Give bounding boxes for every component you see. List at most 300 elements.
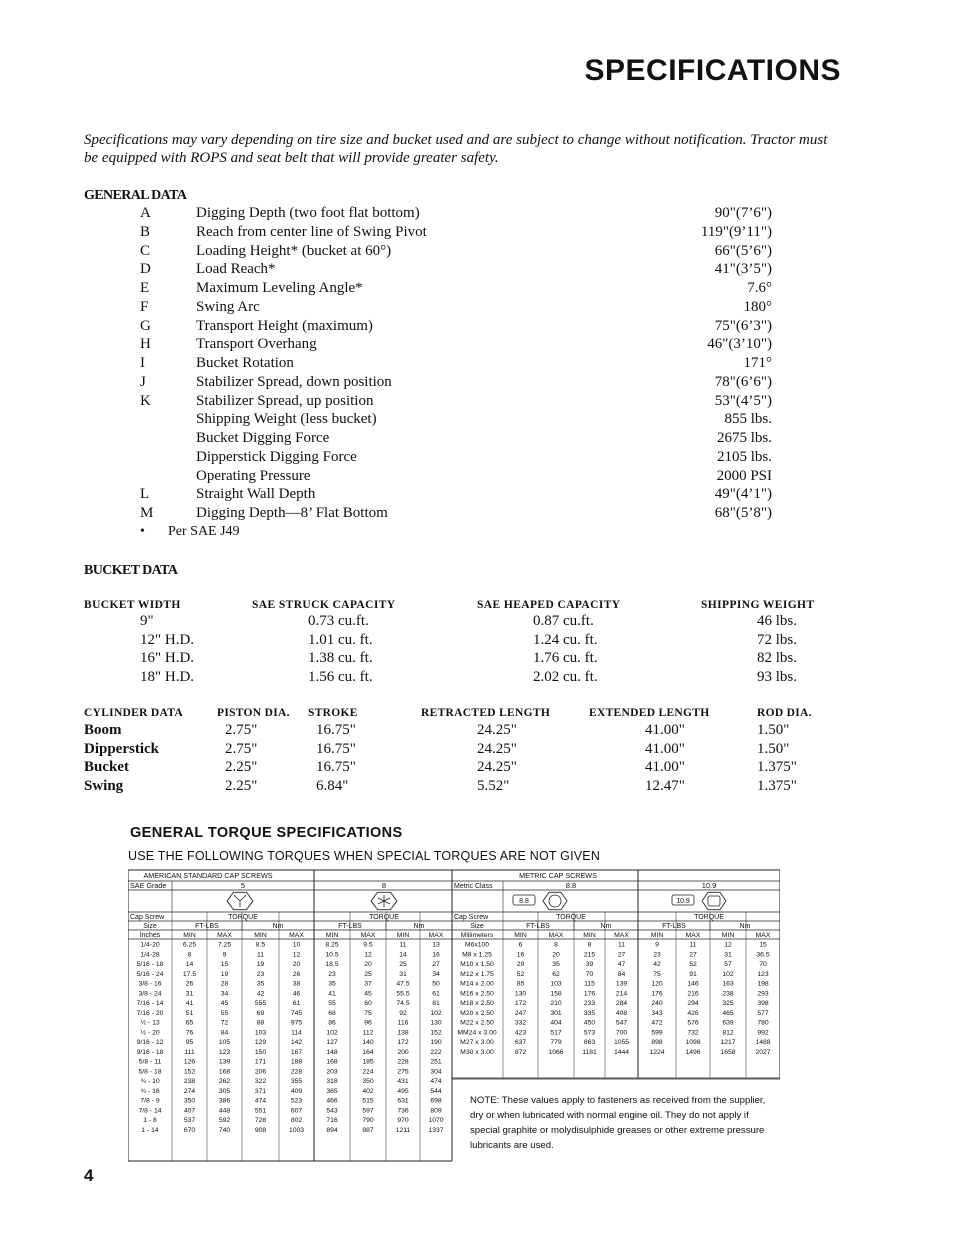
cylinder-cell: 16.75" bbox=[316, 759, 356, 776]
torque-value: 105 bbox=[218, 1039, 231, 1046]
torque-value: 68 bbox=[328, 1009, 336, 1017]
bucket-cell: 1.01 cu. ft. bbox=[308, 631, 373, 648]
max-label: MAX bbox=[289, 932, 304, 939]
torque-value: 607 bbox=[290, 1107, 303, 1115]
torque-value: 152 bbox=[430, 1029, 442, 1037]
metric-torque-value: 31 bbox=[724, 951, 732, 959]
torque-value: 631 bbox=[397, 1097, 409, 1105]
bucket-cell: 93 lbs. bbox=[756, 669, 797, 686]
spec-value: 855 lbs. bbox=[724, 411, 772, 428]
torque-value: 592 bbox=[218, 1117, 231, 1124]
metric-class-label: Metric Class bbox=[454, 883, 493, 890]
metric-screw-size: MM24 x 3.00 bbox=[457, 1029, 497, 1037]
screw-size: 9/16 - 18 bbox=[136, 1048, 164, 1056]
torque-value: 13 bbox=[432, 941, 440, 949]
bucket-row bbox=[0, 613, 954, 632]
bucket-row bbox=[0, 632, 954, 651]
torque-value: 1070 bbox=[428, 1117, 444, 1124]
bucket-cell: 82 lbs. bbox=[756, 650, 797, 667]
metric-screw-size: M10 x 1.50 bbox=[460, 961, 494, 968]
torque-value: 318 bbox=[326, 1078, 338, 1085]
nm-label-5: Nm bbox=[272, 923, 284, 930]
torque-value: 7.25 bbox=[217, 941, 232, 949]
torque-value: 908 bbox=[254, 1126, 267, 1134]
spec-value: 2105 lbs. bbox=[716, 448, 772, 465]
torque-value: 975 bbox=[290, 1019, 303, 1027]
cylinder-cell: 12.47" bbox=[645, 778, 685, 795]
screw-size: 3/8 - 24 bbox=[138, 990, 162, 998]
torque-value: 238 bbox=[183, 1078, 196, 1085]
spec-value: 78"(6’6") bbox=[714, 373, 772, 390]
metric-ftlbs-label-8-8: FT-LBS bbox=[526, 923, 550, 930]
millimeters-label: Millimeters bbox=[460, 932, 494, 939]
spec-description: Digging Depth (two foot flat bottom) bbox=[196, 205, 420, 221]
metric-torque-value: 408 bbox=[615, 1009, 628, 1017]
bucket-data-heading: BUCKET DATA bbox=[84, 563, 178, 578]
size-label: Size bbox=[143, 923, 157, 930]
class-8-8-bolt-icon bbox=[513, 892, 567, 909]
metric-torque-value: 1055 bbox=[613, 1039, 630, 1046]
torque-value: 126 bbox=[183, 1058, 196, 1066]
cylinder-row bbox=[0, 778, 954, 797]
min-label: MIN bbox=[254, 932, 267, 939]
general-data-row bbox=[0, 280, 954, 299]
spec-letter: I bbox=[140, 355, 145, 371]
min-label: MIN bbox=[650, 932, 664, 939]
cylinder-cell: 2.75" bbox=[225, 740, 258, 757]
spec-letter: D bbox=[140, 261, 151, 278]
max-label: MAX bbox=[685, 932, 701, 939]
spec-letter: J bbox=[140, 373, 146, 390]
torque-value: 37 bbox=[364, 980, 372, 988]
torque-value: 745 bbox=[290, 1009, 303, 1017]
metric-torque-value: 240 bbox=[651, 1000, 663, 1007]
metric-cap-screw-label: Cap Screw bbox=[454, 914, 489, 921]
screw-size: 7/16 - 14 bbox=[136, 1000, 164, 1007]
metric-torque-value: 6 bbox=[518, 941, 523, 949]
cylinder-name: Bucket bbox=[84, 759, 129, 776]
torque-value: 185 bbox=[362, 1058, 374, 1066]
torque-value: 802 bbox=[290, 1117, 303, 1124]
class-10-9-bolt-icon bbox=[672, 892, 726, 909]
torque-value: 228 bbox=[397, 1058, 409, 1066]
torque-value: 740 bbox=[218, 1126, 231, 1134]
metric-torque-value: 176 bbox=[583, 990, 596, 998]
metric-torque-value: 8 bbox=[587, 941, 592, 949]
torque-value: 275 bbox=[397, 1068, 409, 1076]
torque-value: 111 bbox=[184, 1048, 195, 1056]
spec-letter: A bbox=[140, 205, 151, 221]
cylinder-cell: 2.25" bbox=[225, 778, 258, 795]
bucket-cell: 18" H.D. bbox=[140, 669, 195, 686]
metric-torque-value: 472 bbox=[651, 1019, 663, 1027]
metric-torque-value: 992 bbox=[757, 1029, 769, 1037]
torque-value: 894 bbox=[326, 1126, 338, 1134]
metric-torque-value: 130 bbox=[514, 990, 527, 998]
torque-value: 18.5 bbox=[325, 961, 339, 968]
spec-value: 2675 lbs. bbox=[716, 430, 772, 446]
torque-value: 35 bbox=[256, 980, 265, 988]
torque-value: 523 bbox=[290, 1097, 303, 1105]
torque-value: 25 bbox=[399, 961, 407, 968]
metric-torque-value: 11 bbox=[617, 941, 626, 949]
spec-description: Digging Depth—8’ Flat Bottom bbox=[196, 505, 388, 521]
metric-torque-value: 426 bbox=[687, 1009, 699, 1017]
metric-torque-value: 163 bbox=[722, 980, 734, 988]
torque-value: 31 bbox=[185, 990, 194, 998]
torque-value: 127 bbox=[326, 1039, 338, 1046]
spec-value: 49"(4’1") bbox=[714, 486, 772, 503]
torque-value: 431 bbox=[397, 1078, 409, 1085]
bucket-cell: 46 lbs. bbox=[756, 613, 797, 629]
cylinder-cell: 24.25" bbox=[477, 722, 517, 738]
spec-letter: K bbox=[140, 392, 151, 409]
torque-value: 42 bbox=[256, 990, 265, 998]
metric-screw-size: M8 x 1.25 bbox=[462, 951, 492, 959]
metric-screw-size: M6x100 bbox=[464, 941, 490, 949]
cylinder-cell: 41.00" bbox=[645, 740, 685, 757]
bucket-col-struck: SAE STRUCK CAPACITY bbox=[252, 599, 396, 611]
general-data-row bbox=[0, 468, 954, 487]
torque-value: 402 bbox=[362, 1087, 374, 1095]
metric-torque-value: 8 bbox=[554, 941, 558, 949]
metric-torque-value: 301 bbox=[550, 1009, 562, 1017]
metric-torque-value: 27 bbox=[689, 951, 697, 959]
metric-torque-value: 214 bbox=[615, 990, 628, 998]
torque-value: 262 bbox=[218, 1078, 231, 1085]
torque-value: 8.5 bbox=[255, 941, 266, 949]
torque-value: 11 bbox=[256, 951, 265, 959]
metric-torque-value: 47 bbox=[617, 961, 626, 968]
min-label: MIN bbox=[325, 932, 339, 939]
torque-value: 251 bbox=[430, 1058, 442, 1066]
metric-nm-label-10-9: Nm bbox=[739, 923, 751, 930]
general-data-row bbox=[0, 299, 954, 318]
torque-value: 55 bbox=[328, 1000, 336, 1007]
spec-value: 46"(3’10") bbox=[707, 336, 772, 353]
torque-value: 55 bbox=[220, 1009, 229, 1017]
torque-value: 152 bbox=[183, 1068, 196, 1076]
torque-value: 114 bbox=[291, 1029, 302, 1037]
cylinder-name: Boom bbox=[84, 722, 122, 738]
torque-value: 142 bbox=[290, 1039, 303, 1046]
spec-value: 90"(7’6") bbox=[714, 205, 772, 221]
metric-torque-value: 75 bbox=[653, 970, 661, 978]
metric-torque-label-10-9: TORQUE bbox=[694, 914, 724, 921]
metric-torque-value: 779 bbox=[550, 1039, 562, 1046]
bucket-cell: 2.02 cu. ft. bbox=[533, 669, 598, 686]
torque-value: 28 bbox=[220, 980, 229, 988]
spec-description: Maximum Leveling Angle* bbox=[196, 280, 363, 296]
grade-5-label: 5 bbox=[240, 881, 246, 890]
cylinder-cell: 24.25" bbox=[477, 740, 517, 757]
metric-torque-value: 172 bbox=[514, 1000, 527, 1007]
spec-value: 66"(5’6") bbox=[714, 242, 772, 259]
torque-value: 164 bbox=[362, 1048, 374, 1056]
metric-screw-size: M16 x 2.50 bbox=[460, 990, 494, 998]
torque-value: 190 bbox=[430, 1039, 442, 1046]
torque-value: 34 bbox=[220, 990, 229, 998]
torque-value: 34 bbox=[432, 970, 440, 978]
torque-value: 597 bbox=[362, 1107, 374, 1115]
class-8-8-label: 8.8 bbox=[565, 881, 577, 890]
max-label: MAX bbox=[614, 932, 629, 939]
torque-value: 12 bbox=[292, 951, 301, 959]
torque-value: 168 bbox=[326, 1058, 338, 1066]
metric-torque-value: 85 bbox=[516, 980, 525, 988]
metric-torque-value: 20 bbox=[552, 951, 560, 959]
torque-value: 38 bbox=[292, 980, 301, 988]
metric-torque-value: 27 bbox=[617, 951, 626, 959]
torque-value: 371 bbox=[254, 1087, 267, 1095]
max-label: MAX bbox=[755, 932, 771, 939]
spec-value: 7.6° bbox=[747, 280, 772, 296]
torque-value: 35 bbox=[328, 980, 336, 988]
metric-size-label: Size bbox=[470, 923, 484, 930]
torque-value: 1211 bbox=[395, 1126, 411, 1134]
metric-torque-value: 700 bbox=[615, 1029, 628, 1037]
torque-value: 698 bbox=[430, 1097, 442, 1105]
spec-description: Stabilizer Spread, down position bbox=[196, 373, 392, 390]
torque-value: 203 bbox=[326, 1068, 338, 1076]
cylinder-cell: 1.50" bbox=[757, 740, 790, 757]
spec-letter: F bbox=[140, 298, 149, 315]
torque-value: 555 bbox=[254, 1000, 267, 1007]
spec-description: Bucket Rotation bbox=[196, 355, 294, 371]
bucket-cell: 12" H.D. bbox=[140, 631, 195, 648]
general-data-row bbox=[0, 205, 954, 224]
metric-torque-value: 52 bbox=[689, 961, 697, 968]
torque-value: 274 bbox=[183, 1087, 196, 1095]
metric-screw-size: M27 x 3.00 bbox=[460, 1039, 494, 1046]
spec-description: Swing Arc bbox=[196, 298, 260, 315]
metric-torque-value: 15 bbox=[759, 941, 767, 949]
bucket-cell: 1.24 cu. ft. bbox=[533, 631, 598, 648]
screw-size: ½ - 20 bbox=[140, 1029, 160, 1037]
nm-label-8: Nm bbox=[413, 923, 425, 930]
general-data-row bbox=[0, 336, 954, 355]
metric-screw-size: M22 x 2.50 bbox=[460, 1019, 494, 1027]
torque-value: 809 bbox=[430, 1107, 442, 1115]
cylinder-cell: 2.75" bbox=[225, 722, 258, 738]
torque-value: 61 bbox=[432, 990, 440, 998]
torque-value: 16 bbox=[432, 951, 440, 959]
metric-torque-value: 423 bbox=[514, 1029, 527, 1037]
metric-torque-value: 16 bbox=[516, 951, 525, 959]
screw-size: 7/8 - 14 bbox=[138, 1107, 162, 1115]
torque-value: 19 bbox=[220, 970, 229, 978]
bucket-col-weight: SHIPPING WEIGHT bbox=[701, 599, 815, 611]
spec-value: 119"(9’11") bbox=[700, 223, 772, 240]
cyl-col-rod: ROD DIA. bbox=[757, 707, 812, 719]
spec-description: Bucket Digging Force bbox=[196, 430, 330, 446]
max-label: MAX bbox=[360, 932, 376, 939]
metric-torque-value: 91 bbox=[689, 970, 697, 978]
cylinder-cell: 24.25" bbox=[477, 759, 517, 776]
spec-value: 75"(6’3") bbox=[714, 317, 772, 334]
torque-value: 75 bbox=[364, 1009, 372, 1017]
torque-value: 92 bbox=[399, 1009, 407, 1017]
metric-torque-value: 576 bbox=[687, 1019, 699, 1027]
bucket-cell: 1.76 cu. ft. bbox=[533, 650, 598, 667]
cyl-col-name: CYLINDER DATA bbox=[84, 707, 183, 719]
metric-screw-size: M20 x 2.50 bbox=[460, 1009, 494, 1017]
svg-text:8.8: 8.8 bbox=[519, 898, 529, 905]
torque-value: 304 bbox=[430, 1068, 442, 1076]
general-data-row bbox=[0, 355, 954, 374]
torque-value: 23 bbox=[328, 970, 336, 978]
torque-value: 26 bbox=[292, 970, 301, 978]
metric-torque-value: 70 bbox=[759, 961, 767, 968]
general-data-row bbox=[0, 374, 954, 393]
torque-value: 17.5 bbox=[182, 970, 197, 978]
torque-value: 20 bbox=[364, 961, 372, 968]
metric-torque-value: 52 bbox=[516, 970, 525, 978]
general-data-row bbox=[0, 486, 954, 505]
metric-torque-value: 198 bbox=[757, 980, 769, 988]
torque-value: 103 bbox=[254, 1029, 267, 1037]
torque-value: 41 bbox=[328, 990, 336, 998]
torque-value: 365 bbox=[326, 1087, 338, 1095]
cylinder-cell: 6.84" bbox=[316, 778, 349, 795]
metric-torque-value: 335 bbox=[583, 1009, 596, 1017]
metric-torque-value: 146 bbox=[687, 980, 699, 988]
screw-size: ½ - 13 bbox=[140, 1019, 160, 1027]
bucket-row bbox=[0, 650, 954, 669]
torque-value: 14 bbox=[399, 951, 407, 959]
svg-text:10.9: 10.9 bbox=[676, 898, 690, 905]
torque-value: 95 bbox=[185, 1039, 194, 1046]
sae-grade-label: SAE Grade bbox=[130, 881, 167, 890]
metric-torque-value: 284 bbox=[615, 1000, 628, 1007]
metric-torque-value: 210 bbox=[550, 1000, 562, 1007]
metric-torque-value: 732 bbox=[687, 1029, 699, 1037]
torque-value: 168 bbox=[218, 1068, 231, 1076]
metric-torque-value: 42 bbox=[653, 961, 661, 968]
spec-value: 53"(4’5") bbox=[714, 392, 772, 409]
metric-torque-value: 517 bbox=[550, 1029, 562, 1037]
screw-size: 1/4-20 bbox=[140, 941, 160, 949]
metric-torque-value: 1488 bbox=[755, 1039, 771, 1046]
screw-size: 7/8 - 9 bbox=[140, 1097, 160, 1105]
screw-size: 5/8 - 11 bbox=[138, 1058, 162, 1066]
metric-torque-value: 247 bbox=[514, 1009, 527, 1017]
spec-description: Reach from center line of Swing Pivot bbox=[196, 223, 427, 240]
torque-value: 26 bbox=[185, 980, 194, 988]
metric-torque-value: 325 bbox=[722, 1000, 734, 1007]
general-data-heading: GENERAL DATA bbox=[84, 188, 187, 203]
metric-torque-value: 215 bbox=[583, 951, 596, 959]
torque-subtitle: USE THE FOLLOWING TORQUES WHEN SPECIAL TORQUES ARE NOT GIVEN bbox=[128, 849, 601, 863]
torque-value: 15 bbox=[220, 961, 229, 968]
metric-torque-value: 637 bbox=[514, 1039, 527, 1046]
torque-value: 167 bbox=[290, 1048, 303, 1056]
general-data-row bbox=[0, 393, 954, 412]
torque-value: 65 bbox=[185, 1019, 194, 1027]
bucket-cell: 0.73 cu.ft. bbox=[308, 613, 369, 629]
spec-letter: L bbox=[140, 486, 150, 503]
torque-value: 45 bbox=[364, 990, 372, 998]
metric-torque-value: 158 bbox=[550, 990, 562, 998]
torque-value: 544 bbox=[430, 1087, 442, 1095]
metric-torque-value: 23 bbox=[653, 951, 661, 959]
bucket-row bbox=[0, 669, 954, 688]
torque-value: 350 bbox=[183, 1097, 196, 1105]
torque-value: 8 bbox=[187, 951, 192, 959]
metric-torque-value: 294 bbox=[687, 1000, 699, 1007]
metric-torque-value: 39 bbox=[585, 961, 594, 968]
metric-torque-value: 577 bbox=[757, 1009, 769, 1017]
general-data-row bbox=[0, 261, 954, 280]
torque-value: 129 bbox=[254, 1039, 267, 1046]
torque-value: 537 bbox=[183, 1117, 196, 1124]
torque-value: 60 bbox=[364, 1000, 372, 1007]
torque-value: 148 bbox=[326, 1048, 338, 1056]
spec-description: Load Reach* bbox=[196, 261, 276, 278]
torque-value: 74.5 bbox=[396, 1000, 410, 1007]
screw-size: 5/16 - 18 bbox=[136, 961, 164, 968]
torque-value: 466 bbox=[326, 1097, 338, 1105]
spec-letter: E bbox=[140, 280, 150, 296]
metric-torque-value: 115 bbox=[584, 980, 595, 988]
torque-value: 86 bbox=[328, 1019, 336, 1027]
torque-value: 188 bbox=[290, 1058, 303, 1066]
torque-value: 9 bbox=[222, 951, 227, 959]
metric-torque-value: 2027 bbox=[755, 1048, 771, 1056]
metric-torque-value: 12 bbox=[724, 941, 732, 949]
torque-value: 474 bbox=[254, 1097, 267, 1105]
torque-title: GENERAL TORQUE SPECIFICATIONS bbox=[130, 825, 403, 841]
inches-label: Inches bbox=[139, 932, 161, 939]
torque-value: 6.25 bbox=[182, 941, 197, 949]
cylinder-name: Dipperstick bbox=[84, 740, 159, 757]
torque-value: 790 bbox=[362, 1117, 374, 1124]
spec-letter: G bbox=[140, 317, 151, 334]
general-data-row bbox=[0, 449, 954, 468]
spec-description: Shipping Weight (less bucket) bbox=[196, 411, 377, 428]
bucket-cell: 9" bbox=[140, 613, 154, 629]
metric-torque-value: 1224 bbox=[649, 1048, 665, 1056]
torque-value: 9.5 bbox=[363, 941, 373, 949]
min-label: MIN bbox=[583, 932, 596, 939]
metric-torque-value: 233 bbox=[583, 1000, 596, 1007]
metric-torque-value: 1217 bbox=[720, 1039, 736, 1046]
torque-value: 206 bbox=[254, 1068, 267, 1076]
bucket-cell: 16" H.D. bbox=[140, 650, 195, 667]
metric-torque-value: 57 bbox=[724, 961, 732, 968]
metric-torque-value: 120 bbox=[651, 980, 663, 988]
metric-torque-value: 1181 bbox=[582, 1048, 597, 1056]
spec-value: 41"(3’5") bbox=[714, 261, 772, 278]
spec-description: Loading Height* (bucket at 60°) bbox=[196, 242, 392, 259]
torque-value: 355 bbox=[290, 1078, 303, 1085]
torque-value: 81 bbox=[432, 1000, 440, 1007]
torque-value: 23 bbox=[256, 970, 265, 978]
metric-torque-value: 639 bbox=[722, 1019, 734, 1027]
torque-value: 10 bbox=[292, 941, 301, 949]
torque-value: 474 bbox=[430, 1078, 442, 1085]
metric-torque-value: 102 bbox=[722, 970, 734, 978]
spec-description: Stabilizer Spread, up position bbox=[196, 392, 374, 409]
metric-torque-value: 872 bbox=[514, 1048, 527, 1056]
torque-value: 150 bbox=[254, 1048, 267, 1056]
cylinder-row bbox=[0, 759, 954, 778]
metric-torque-label-8-8: TORQUE bbox=[556, 914, 586, 921]
spec-letter: B bbox=[140, 223, 151, 240]
metric-torque-value: 465 bbox=[722, 1009, 734, 1017]
torque-value: 8.25 bbox=[325, 941, 339, 949]
torque-value: 551 bbox=[254, 1107, 267, 1115]
